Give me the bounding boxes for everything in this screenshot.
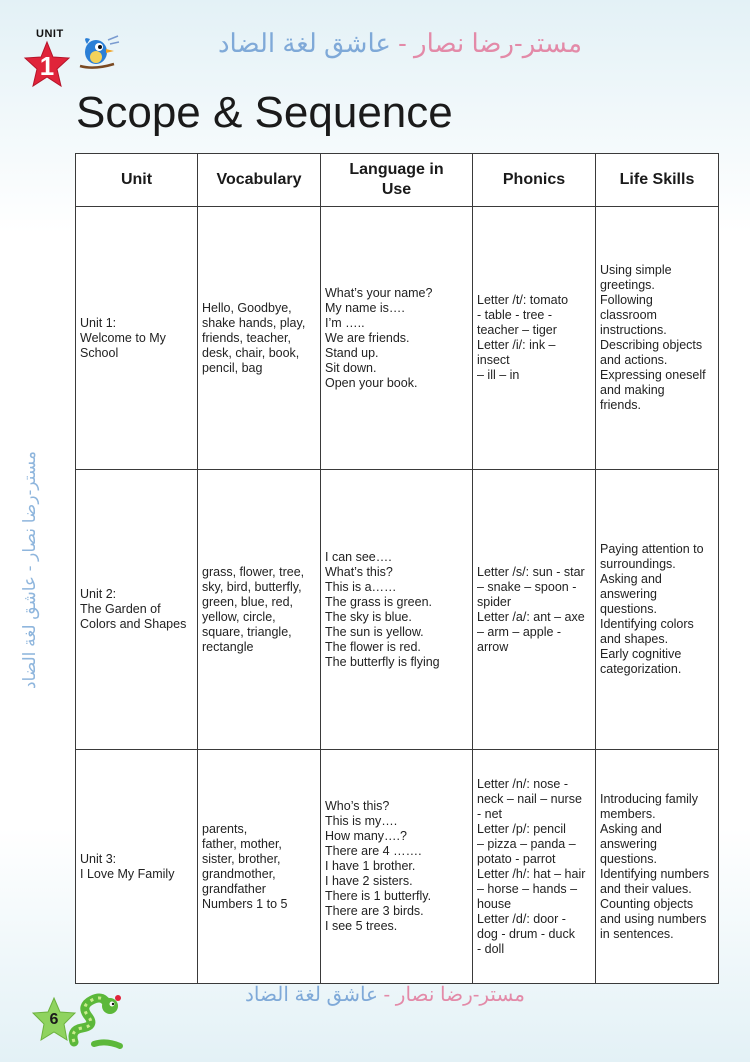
cell-line: The grass is green. <box>325 594 432 609</box>
vocabulary-cell <box>198 750 321 984</box>
cell-line: I see 5 trees. <box>325 919 398 933</box>
cell-line: I Love My Family <box>80 866 175 881</box>
cell-line: yellow, circle, <box>202 609 276 624</box>
cell-line: My name is…. <box>325 300 405 315</box>
cell-line: Paying attention to <box>600 542 704 556</box>
cell-line: Stand up. <box>325 345 379 360</box>
cell-line: - table - tree - <box>477 308 553 322</box>
cell-line: – ill – in <box>477 368 520 382</box>
cell-line: friends, teacher, <box>202 330 291 345</box>
page-title: Scope & Sequence <box>76 88 453 137</box>
cell-line: rectangle <box>202 639 254 654</box>
page-number: 6 <box>49 1011 59 1028</box>
cell-line: instructions. <box>600 323 667 337</box>
cell-line: The Garden of <box>80 602 161 616</box>
cell-line: grandfather <box>202 881 266 896</box>
cell-line: pencil, bag <box>202 360 263 375</box>
cell-line: square, triangle, <box>202 624 292 639</box>
watermark-top <box>190 28 610 59</box>
watermark-bottom-tagline: عاشق لغة الضاد <box>244 984 378 1006</box>
language-in-use-cell <box>321 207 473 470</box>
table-row <box>76 470 719 750</box>
cell-line: spider <box>477 594 512 609</box>
cell-line: I can see…. <box>325 549 392 564</box>
phonics-cell <box>473 470 596 750</box>
unit-badge <box>22 28 122 90</box>
cell-line: categorization. <box>600 662 682 676</box>
life-skills-cell <box>596 470 719 750</box>
cell-line: – snake – spoon - <box>477 579 577 594</box>
cell-line: Early cognitive <box>600 647 682 661</box>
unit-number: 1 <box>39 51 55 81</box>
cell-line: There is 1 butterfly. <box>325 889 432 903</box>
cell-line: The butterfly is flying <box>325 654 440 669</box>
cell-line: sky, bird, butterfly, <box>202 579 302 594</box>
cell-line: green, blue, red, <box>202 594 294 609</box>
watermark-bottom-name: مستر-رضا نصار <box>395 984 526 1006</box>
watermark-side <box>20 450 40 690</box>
table-row <box>76 750 719 984</box>
cell-line: There are 3 birds. <box>325 904 424 918</box>
cell-line: Numbers 1 to 5 <box>202 896 288 911</box>
watermark-side-name: مستر-رضا نصار <box>20 450 39 561</box>
cell-line: – arm – apple - <box>477 624 562 639</box>
language-in-use-cell <box>321 470 473 750</box>
cell-line: Identifying numbers <box>600 866 710 881</box>
cell-line: potato - parrot <box>477 851 556 866</box>
cell-line: answering <box>600 587 657 601</box>
cell-line: Letter /d/: door - <box>477 911 566 926</box>
column-header-language-in-use: Language in Use <box>321 154 473 207</box>
cell-line: greetings. <box>600 278 655 292</box>
unit-cell <box>76 750 198 984</box>
cell-line: parents, <box>202 821 248 836</box>
cell-line: Letter /p/: pencil <box>477 821 566 836</box>
cell-line: surroundings. <box>600 557 676 571</box>
watermark-side-tagline: عاشق لغة الضاد <box>20 575 39 690</box>
cell-line: friends. <box>600 398 641 412</box>
cell-line: Using simple <box>600 263 672 277</box>
cell-line: house <box>477 896 512 911</box>
cell-line: father, mother, <box>202 836 282 851</box>
watermark-name: مستر-رضا نصار <box>414 28 583 58</box>
cell-line: This is a…… <box>325 579 397 594</box>
cell-line: Sit down. <box>325 360 377 375</box>
cell-line: and using numbers <box>600 911 707 926</box>
cell-line: Letter /t/: tomato <box>477 293 569 307</box>
cell-line: Hello, Goodbye, <box>202 300 292 315</box>
cell-line: neck – nail – nurse <box>477 791 582 806</box>
cell-line: Welcome to My <box>80 330 166 345</box>
cell-line: The flower is red. <box>325 639 421 654</box>
cell-line: What’s your name? <box>325 285 433 300</box>
table-header-row <box>76 154 719 207</box>
cell-line: in sentences. <box>600 926 674 941</box>
phonics-cell <box>473 207 596 470</box>
cell-line: classroom <box>600 308 657 322</box>
cell-line: I have 1 brother. <box>325 859 416 873</box>
cell-line: teacher – tiger <box>477 323 557 337</box>
bird-icon <box>74 30 122 78</box>
snake-icon <box>66 990 132 1052</box>
unit-cell <box>76 470 198 750</box>
cell-line: arrow <box>477 639 509 654</box>
life-skills-cell <box>596 750 719 984</box>
cell-line: We are friends. <box>325 330 410 345</box>
cell-line: Who’s this? <box>325 799 390 813</box>
cell-line: I’m ….. <box>325 315 365 330</box>
cell-line: answering <box>600 836 657 851</box>
cell-line: I have 2 sisters. <box>325 874 413 888</box>
cell-line: Following <box>600 293 653 307</box>
cell-line: Expressing oneself <box>600 368 706 382</box>
vocabulary-cell <box>198 470 321 750</box>
cell-line: What’s this? <box>325 564 393 579</box>
cell-line: Letter /a/: ant – axe <box>477 609 585 624</box>
watermark-separator: - <box>390 28 415 58</box>
cell-line: School <box>80 345 119 360</box>
cell-line: How many….? <box>325 829 407 843</box>
cell-line: The sky is blue. <box>325 609 412 624</box>
watermark-bottom <box>220 982 550 1007</box>
watermark-side-separator: - <box>20 560 39 576</box>
watermark-tagline: عاشق لغة الضاد <box>217 28 391 58</box>
unit-label: UNIT <box>36 28 64 40</box>
cell-line: questions. <box>600 602 657 616</box>
cell-line: Unit 3: <box>80 851 117 866</box>
cell-line: Open your book. <box>325 375 418 390</box>
language-in-use-cell <box>321 750 473 984</box>
cell-line: The sun is yellow. <box>325 624 424 639</box>
cell-line: - net <box>477 806 503 821</box>
cell-line: and making <box>600 383 665 397</box>
column-header-phonics: Phonics <box>473 154 596 207</box>
cell-line: shake hands, play, <box>202 315 306 330</box>
cell-line: sister, brother, <box>202 851 281 866</box>
cell-line: and their values. <box>600 881 692 896</box>
column-header-life-skills: Life Skills <box>596 154 719 207</box>
cell-line: This is my…. <box>325 814 398 828</box>
table-row <box>76 207 719 470</box>
cell-line: Introducing family <box>600 791 698 806</box>
life-skills-cell <box>596 207 719 470</box>
cell-line: Identifying colors <box>600 617 694 631</box>
cell-line: Describing objects <box>600 338 703 352</box>
cell-line: There are 4 ……. <box>325 844 422 858</box>
cell-line: Letter /s/: sun - star <box>477 564 585 579</box>
cell-line: dog - drum - duck <box>477 926 575 941</box>
cell-line: desk, chair, book, <box>202 345 300 360</box>
cell-line: Letter /i/: ink – insect <box>477 338 556 367</box>
cell-line: and shapes. <box>600 632 669 646</box>
cell-line: Colors and Shapes <box>80 617 187 631</box>
cell-line: Unit 2: <box>80 587 117 601</box>
vocabulary-cell <box>198 207 321 470</box>
cell-line: - doll <box>477 941 505 956</box>
cell-line: Counting objects <box>600 896 694 911</box>
column-header-vocabulary: Vocabulary <box>198 154 321 207</box>
unit-cell <box>76 207 198 470</box>
cell-line: grandmother, <box>202 866 276 881</box>
cell-line: Unit 1: <box>80 315 117 330</box>
cell-line: – horse – hands – <box>477 881 578 896</box>
cell-line: and actions. <box>600 353 668 367</box>
cell-line: – pizza – panda – <box>477 836 576 851</box>
cell-line: Asking and <box>600 821 662 836</box>
scope-sequence-table <box>75 153 719 984</box>
watermark-bottom-separator: - <box>378 984 396 1006</box>
cell-line: questions. <box>600 851 657 866</box>
cell-line: grass, flower, tree, <box>202 564 305 579</box>
column-header-unit: Unit <box>76 154 198 207</box>
cell-line: Letter /n/: nose - <box>477 776 569 791</box>
cell-line: members. <box>600 806 656 821</box>
phonics-cell <box>473 750 596 984</box>
cell-line: Asking and <box>600 572 662 586</box>
cell-line: Letter /h/: hat – hair <box>477 866 586 881</box>
